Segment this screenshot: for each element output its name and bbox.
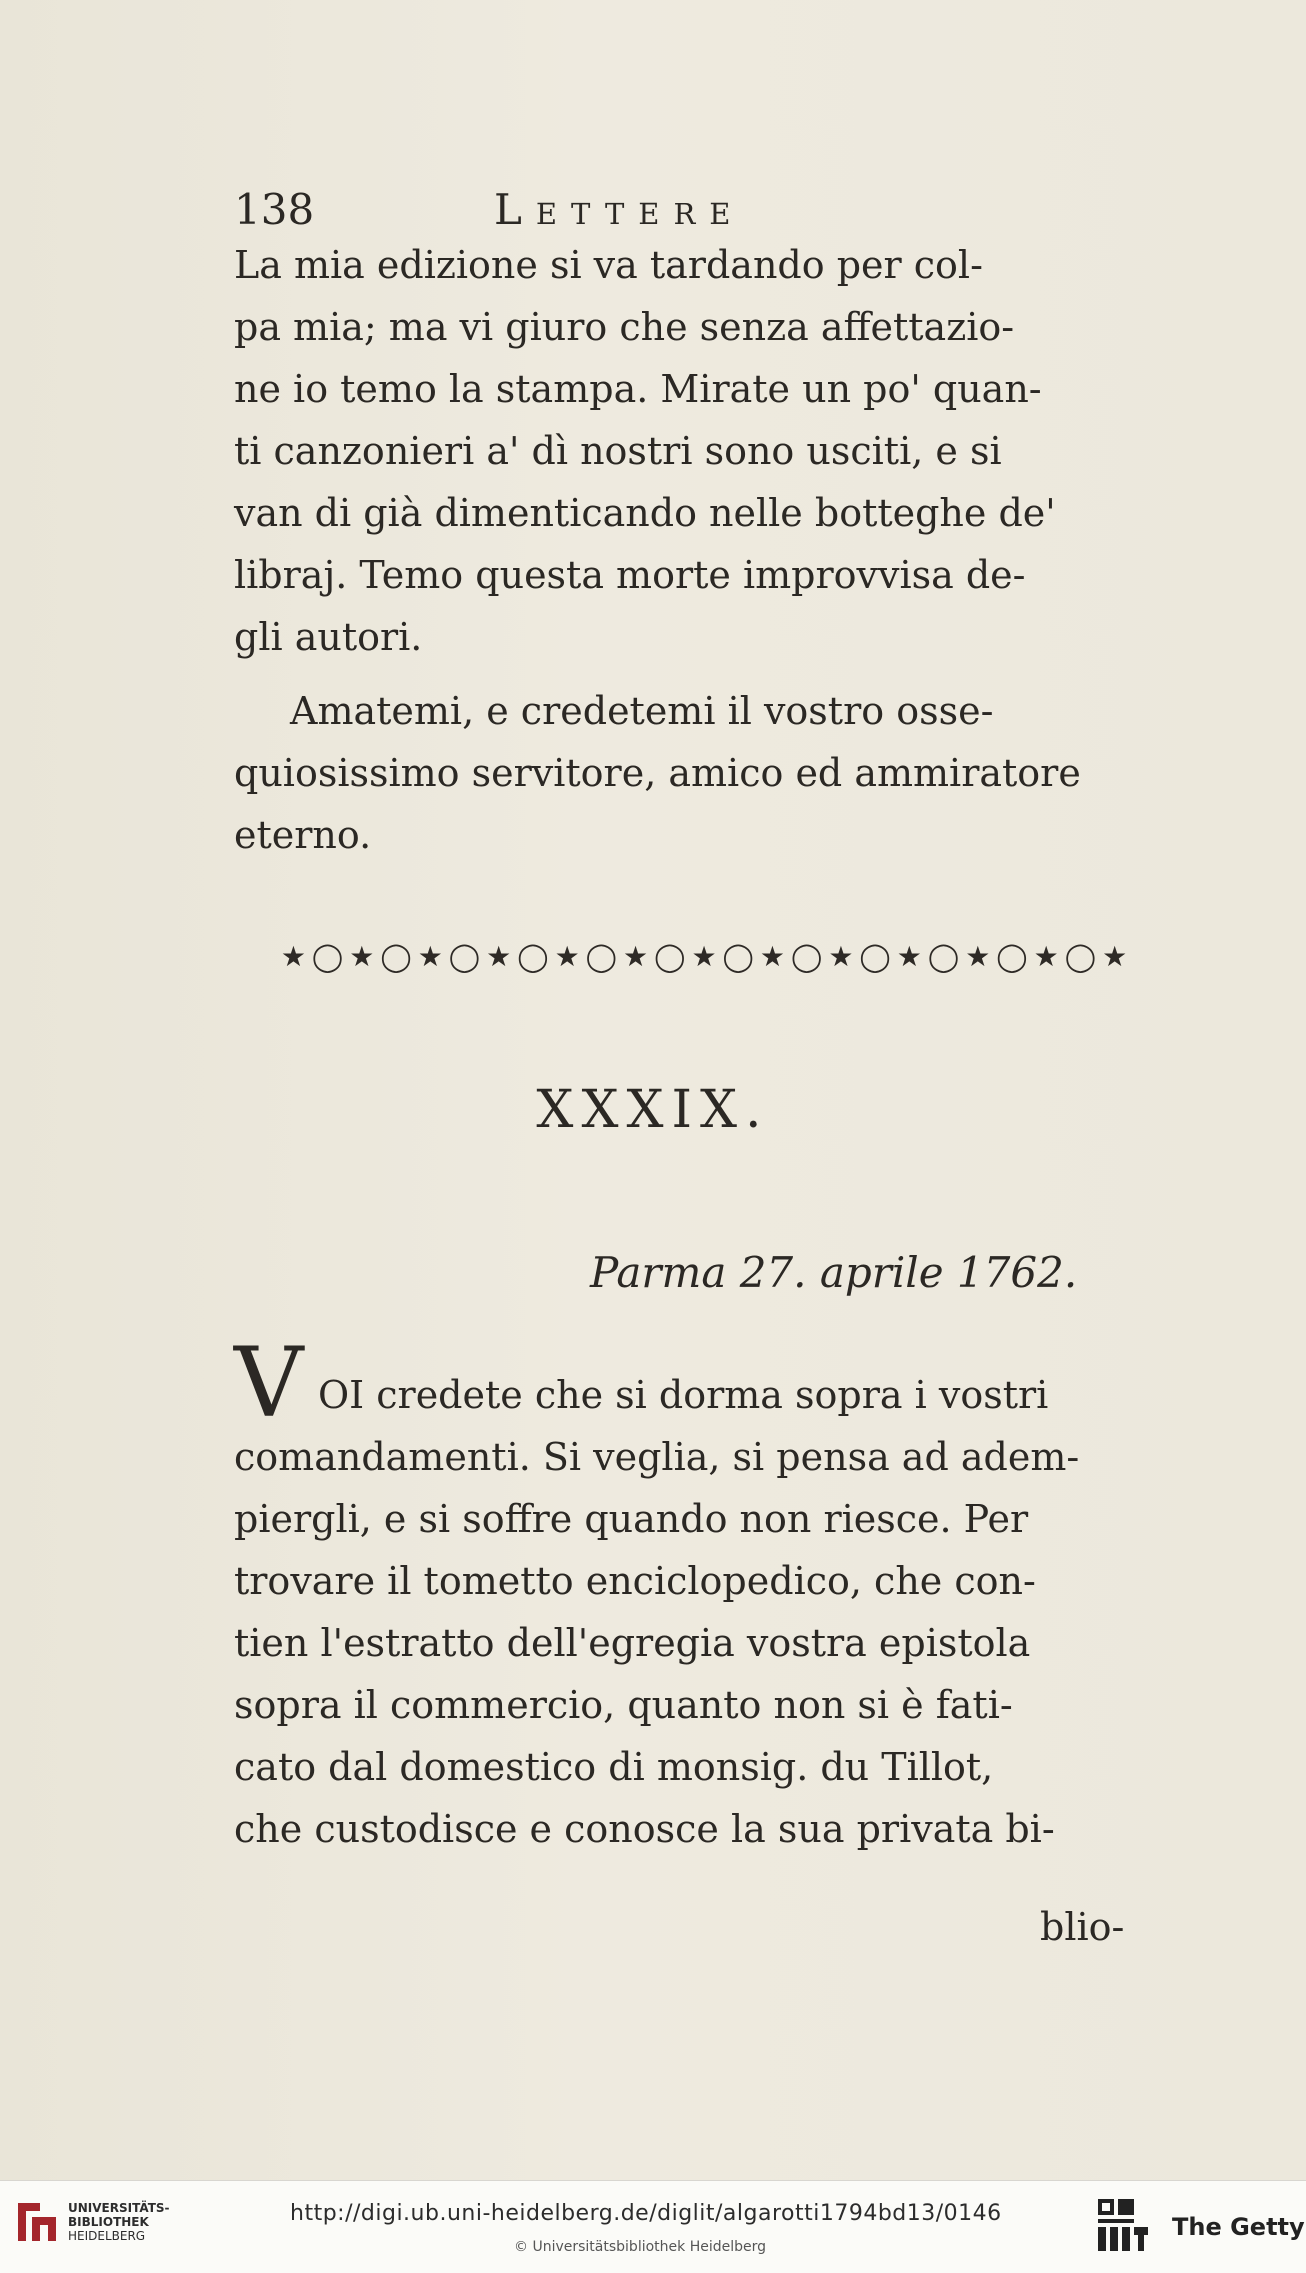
text-line: comandamenti. Si veglia, si pensa ad adem- (234, 1435, 1080, 1479)
viewer-footer (0, 2180, 1306, 2273)
text-line: gli autori. (234, 615, 423, 659)
text-line: piergli, e si soffre quando non riesce. Per (234, 1497, 1029, 1541)
text-line: quiosissimo servitore, amico ed ammiratore (234, 751, 1081, 795)
text-line: libraj. Temo questa morte improvvisa de- (234, 553, 1026, 597)
university-library-logo-icon[interactable] (14, 2199, 60, 2245)
text-line: trovare il tometto enciclopedico, che con- (234, 1559, 1036, 1603)
running-title: Lettere (494, 185, 745, 234)
text-line: eterno. (234, 813, 372, 857)
library-name-line: UNIVERSITÄTS- (68, 2201, 170, 2215)
copyright-notice: © Universitätsbibliothek Heidelberg (514, 2239, 767, 2255)
catchword: blio- (1040, 1905, 1125, 1949)
text-line: Amatemi, e credetemi il vostro osse- (290, 689, 994, 733)
text-line: ne io temo la stampa. Mirate un po' quan- (234, 367, 1042, 411)
letter-first-line: OI credete che si dorma sopra i vostri (318, 1373, 1049, 1417)
drop-cap: V (234, 1327, 304, 1439)
library-name-line: HEIDELBERG (68, 2229, 146, 2243)
text-line: tien l'estratto dell'egregia vostra epistola (234, 1621, 1031, 1665)
ornamental-divider: ★◯★◯★◯★◯★◯★◯★◯★◯★◯★◯★◯★◯★ (280, 940, 1134, 973)
text-line: ti canzonieri a' dì nostri sono usciti, e si (234, 429, 1002, 473)
text-line: La mia edizione si va tardando per col- (234, 243, 983, 287)
page-header (234, 180, 1180, 240)
text-line: cato dal domestico di monsig. du Tillot, (234, 1745, 994, 1789)
text-line: che custodisce e conosce la sua privata bi- (234, 1807, 1055, 1851)
text-line: pa mia; ma vi giuro che senza affettazio- (234, 305, 1015, 349)
page-number: 138 (234, 185, 315, 234)
letter-date: Parma 27. aprile 1762. (590, 1248, 1078, 1297)
getty-name: The Getty (1172, 2213, 1305, 2241)
section-number: XXXIX. (536, 1080, 770, 1140)
library-name-line: BIBLIOTHEK (68, 2215, 149, 2229)
text-line: sopra il commercio, quanto non si è fati- (234, 1683, 1013, 1727)
library-name (68, 2201, 218, 2243)
text-line: van di già dimenticando nelle botteghe de' (234, 491, 1056, 535)
permalink-url[interactable]: http://digi.ub.uni-heidelberg.de/diglit/algarotti1794bd13/0146 (290, 2201, 1002, 2226)
getty-logo-icon[interactable] (1096, 2197, 1152, 2255)
